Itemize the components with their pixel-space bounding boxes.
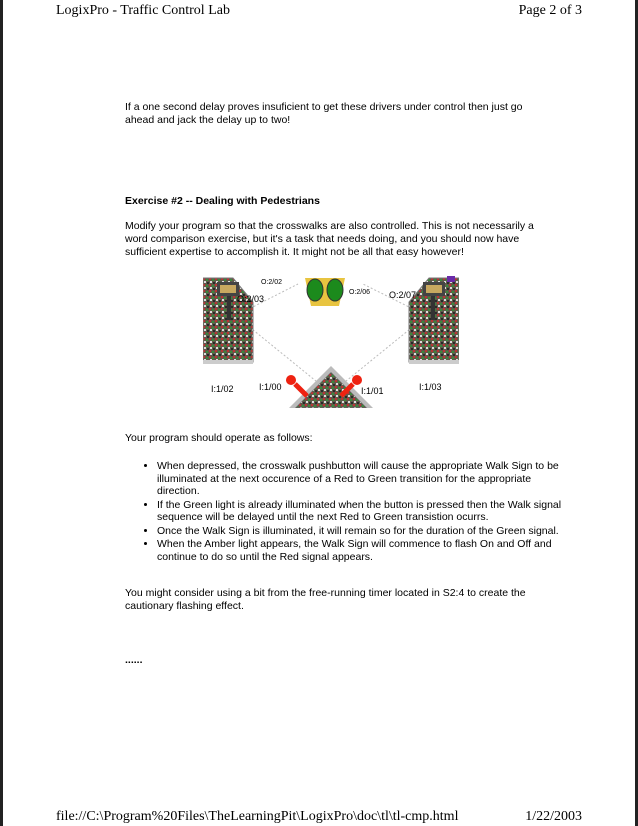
operate-intro: Your program should operate as follows: <box>125 432 313 444</box>
list-item: • If the Green light is already illuminated when the button is pressed then the Walk signal sequence will be delayed until the next Red to Green transistion ocurrs. <box>157 499 572 524</box>
list-item: • Once the Walk Sign is illuminated, it will remain so for the duration of the Green signal. <box>157 525 572 538</box>
label-i101: I:1/01 <box>361 386 384 396</box>
label-o203: O:2/03 <box>237 294 265 304</box>
page-number: Page 2 of 3 <box>518 3 582 18</box>
label-o206: O:2/06 <box>349 289 371 296</box>
intro-paragraph: If a one second delay proves insuficient to get these drivers under control then just go ahead and jack the delay up to two! <box>125 101 523 126</box>
label-i100: I:1/00 <box>259 382 282 392</box>
file-path: file://C:\Program%20Files\TheLearningPit\LogixPro\doc\tl\tl-cmp.html <box>56 809 459 824</box>
exercise-paragraph: Modify your program so that the crosswalks are also controlled. This is not necessarily a word comparison exercise, but it's a task that needs doing, and you should now have sufficient expertise to accomplish it. It might not be all that easy however! <box>125 220 534 258</box>
page-header <box>56 3 582 19</box>
timer-note: You might consider using a bit from the free-running timer located in S2:4 to create the cautionary flashing effect. <box>125 587 526 612</box>
list-item: • When depressed, the crosswalk pushbutton will cause the appropriate Walk Sign to be illuminated at the next occurence of a Red to Green transition for the appropriate direction. <box>157 460 572 498</box>
document-title: LogixPro - Traffic Control Lab <box>56 3 230 18</box>
page-footer <box>56 809 582 825</box>
label-o207: O:2/07 <box>389 290 417 300</box>
crosswalk-diagram <box>203 272 459 408</box>
list-item: • When the Amber light appears, the Walk Sign will commence to flash On and Off and continue to do so until the Red signal appears. <box>157 538 572 563</box>
exercise-title: Exercise #2 -- Dealing with Pedestrians <box>125 195 320 207</box>
left-pushbutton-icon <box>286 375 307 396</box>
print-date: 1/22/2003 <box>525 809 582 824</box>
label-i102: I:1/02 <box>211 384 234 394</box>
label-o202: O:2/02 <box>261 279 283 286</box>
ellipsis: ...... <box>125 654 143 666</box>
label-i103: I:1/03 <box>419 382 442 392</box>
traffic-light-icon <box>305 278 345 306</box>
requirements-list <box>125 460 572 564</box>
left-border <box>0 0 3 826</box>
